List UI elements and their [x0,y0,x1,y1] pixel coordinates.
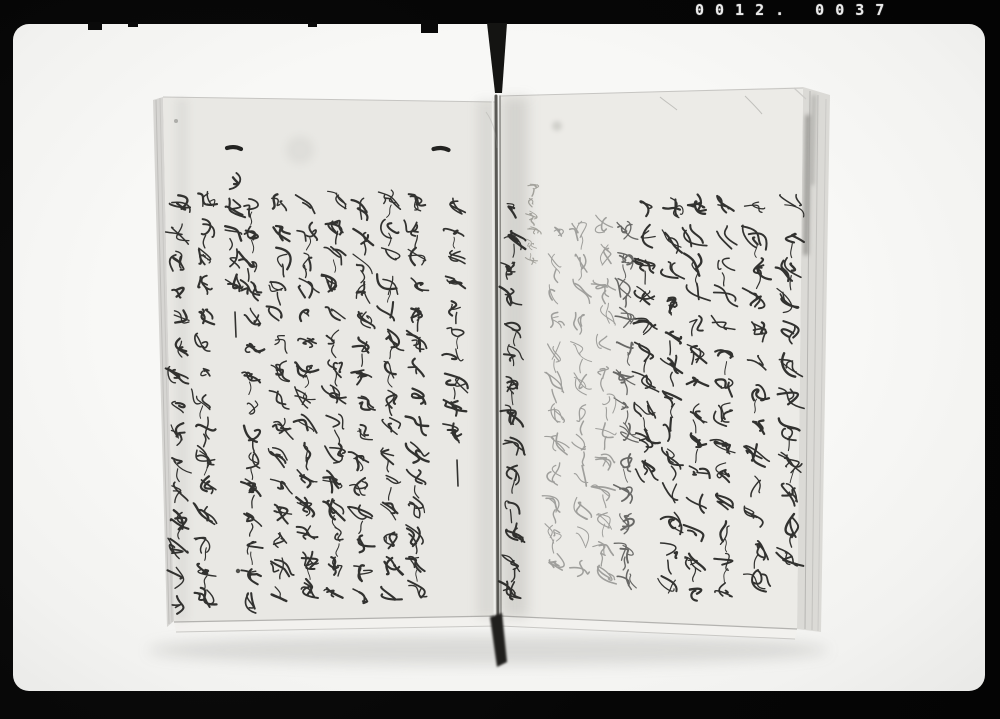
item-end-dash [457,460,458,486]
page-stain [236,569,240,573]
page-edge-smudge [812,95,814,185]
glyph-stroke [670,418,671,431]
item-end-dash [235,312,236,337]
page-stain [552,121,562,131]
spine-crease [496,96,498,628]
gutter-shade [176,99,188,621]
page-stain [286,136,314,164]
spine-top-wedge [487,23,507,93]
film-edge-mark [88,22,102,30]
glyph-ligature [283,264,284,276]
page-stain [174,119,178,123]
glyph-ligature [670,341,671,355]
glyph-stroke [675,552,677,558]
film-edge-mark [308,22,317,27]
page-edge-smudge [806,115,808,255]
item-marker-glyph-0 [434,148,449,150]
film-edge-mark [128,22,138,27]
film-edge-mark [421,20,438,33]
spine-crease [500,96,501,628]
page-left [163,97,497,622]
book-shadow [148,635,828,665]
film-frame-counter: 0012. 0037 [695,1,896,19]
item-marker-glyph-1 [227,147,241,149]
glyph-stroke [725,591,727,594]
